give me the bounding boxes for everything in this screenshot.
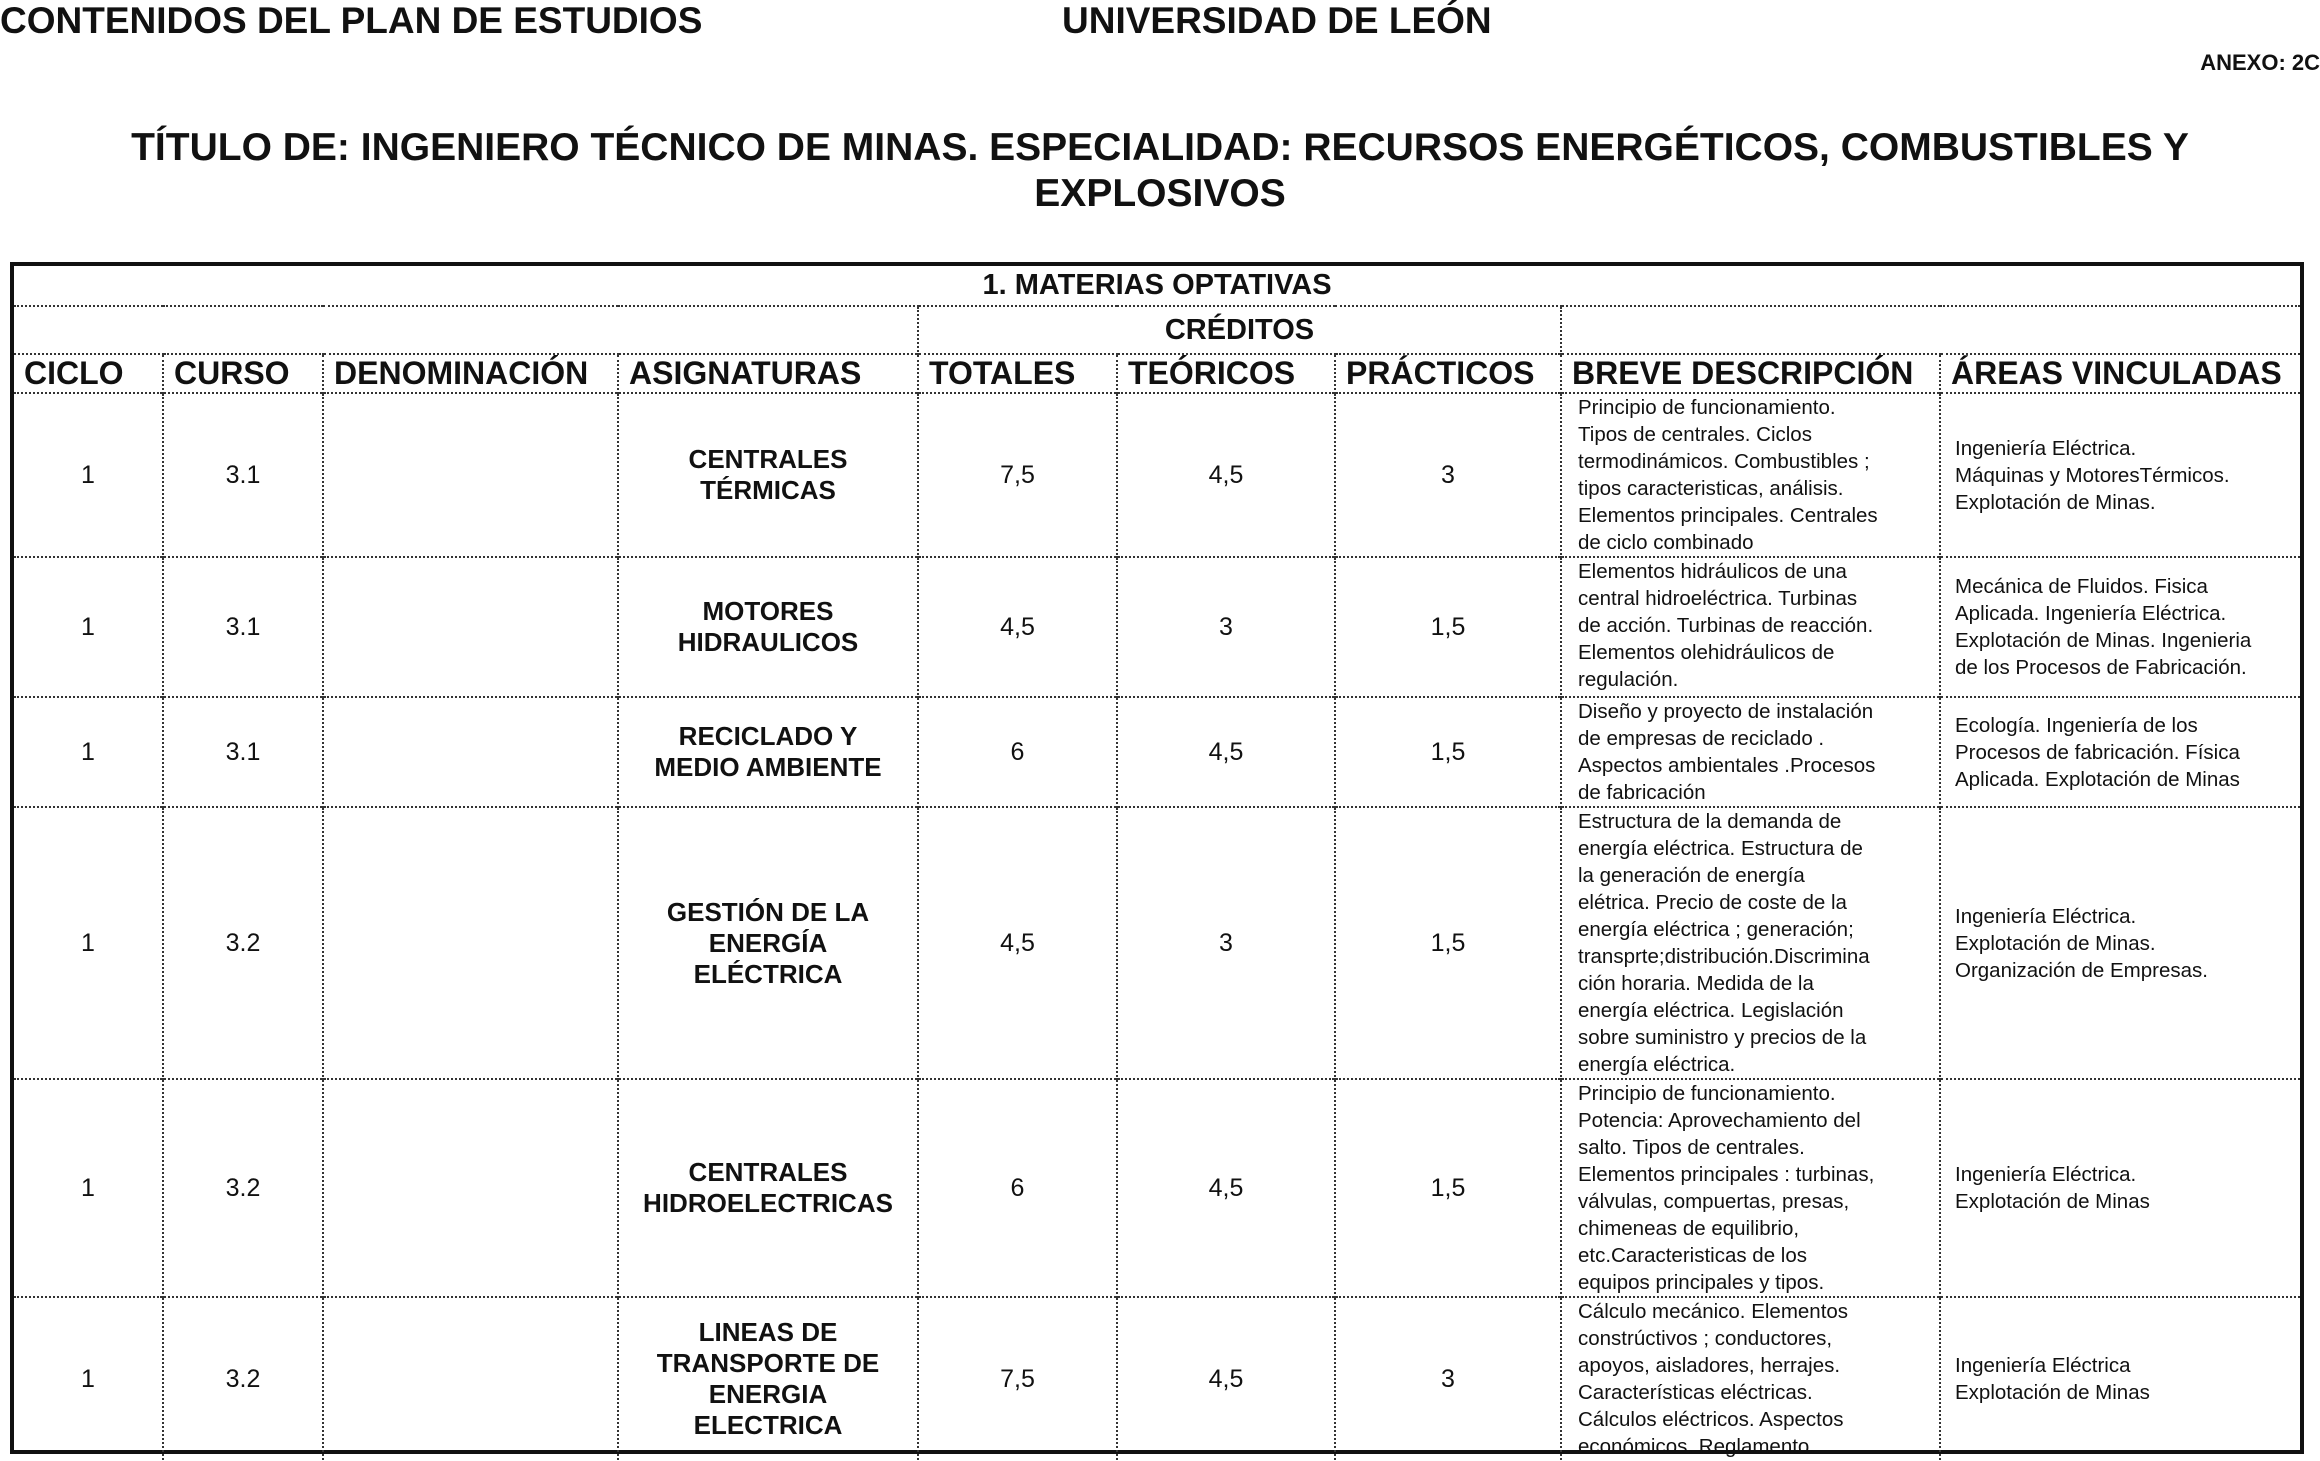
cell-curso: 3.2 [163,1297,323,1460]
asignatura-line: ENERGÍA [708,927,828,958]
descripcion-line: Elementos principales : turbinas, [1578,1163,1875,1186]
cell-ciclo: 1 [14,807,163,1079]
cell-practicos: 1,5 [1335,557,1561,697]
area-line: Procesos de fabricación. Física [1955,740,2240,764]
cell-totales: 6 [918,1079,1117,1297]
cell-areas [1940,807,2300,1079]
cell-curso: 3.2 [163,1079,323,1297]
area-line: Ingeniería Eléctrica. [1955,436,2137,460]
col-header-practicos: PRÁCTICOS [1335,354,1561,393]
descripcion-line: central hidroeléctrica. Turbinas [1578,587,1858,610]
cell-denominacion [323,557,618,697]
cell-teoricos: 4,5 [1117,1297,1335,1460]
table-row [14,1297,2300,1460]
descripcion-line: ción horaria. Medida de la [1578,972,1814,995]
cell-asignatura [618,557,918,697]
cell-curso: 3.1 [163,557,323,697]
asignatura-line: GESTIÓN DE LA [666,896,870,927]
cell-asignatura [618,1297,918,1460]
cell-curso: 3.2 [163,807,323,1079]
col-header-denominacion: DENOMINACIÓN [323,354,618,393]
cell-ciclo: 1 [14,557,163,697]
cell-practicos: 3 [1335,393,1561,557]
cell-denominacion [323,807,618,1079]
asignatura-line: CENTRALES [688,444,848,474]
asignatura-line: CENTRALES [688,1157,848,1187]
section-title: 1. MATERIAS OPTATIVAS [982,269,1332,301]
cell-totales: 6 [918,697,1117,807]
descripcion-line: de empresas de reciclado . [1578,727,1825,750]
asignatura-line: LINEAS DE [698,1317,838,1347]
cell-descripcion [1561,697,1940,807]
table-row [14,1079,2300,1297]
cell-asignatura [618,807,918,1079]
descripcion-line: transprte;distribución.Discrimina [1578,945,1870,968]
table-row [14,697,2300,807]
asignatura-line: MEDIO AMBIENTE [654,752,882,782]
cell-asignatura [618,393,918,557]
cell-areas [1940,393,2300,557]
col-header-curso: CURSO [163,354,323,393]
descripcion-line: termodinámicos. Combustibles ; [1578,450,1870,473]
descripcion-line: constrúctivos ; conductores, [1578,1327,1833,1350]
cell-totales: 7,5 [918,393,1117,557]
descripcion-line: energía eléctrica. [1578,1053,1736,1076]
header-annex: ANEXO: 2C [2200,50,2320,75]
document-title-line-2: EXPLOSIVOS [1034,172,1286,215]
document-title-line-1: TÍTULO DE: INGENIERO TÉCNICO DE MINAS. ESPECIALIDAD: RECURSOS ENERGÉTICOS, COMBUSTIBLES Y [131,126,2189,169]
area-line: Ingeniería Eléctrica [1955,1354,2131,1377]
descripcion-line: Elementos hidráulicos de una [1578,560,1847,583]
cell-denominacion [323,1079,618,1297]
cell-areas [1940,1297,2300,1460]
asignatura-line: ELÉCTRICA [693,958,843,989]
descripcion-line: de fabricación [1578,781,1706,804]
asignatura-line: ELECTRICA [693,1410,843,1440]
cell-teoricos: 3 [1117,807,1335,1079]
asignatura-line: HIDROELECTRICAS [643,1188,893,1218]
area-line: Explotación de Minas. [1955,931,2156,955]
descripcion-line: salto. Tipos de centrales. [1578,1136,1805,1159]
area-line: Mecánica de Fluidos. Fisica [1955,575,2208,598]
credits-row-spacer [14,306,918,354]
cell-totales: 4,5 [918,807,1117,1079]
descripcion-line: Cálculo mecánico. Elementos [1578,1300,1849,1323]
asignatura-line: TÉRMICAS [700,475,836,505]
area-line: Aplicada. Explotación de Minas [1955,767,2240,791]
cell-ciclo: 1 [14,1297,163,1460]
cell-teoricos: 4,5 [1117,697,1335,807]
cell-areas [1940,1079,2300,1297]
descripcion-line: Principio de funcionamiento. [1578,1082,1836,1105]
col-header-asignaturas: ASIGNATURAS [618,354,918,393]
descripcion-line: apoyos, aisladores, herrajes. [1578,1354,1841,1377]
area-line: Explotación de Minas [1955,1381,2150,1404]
col-header-totales: TOTALES [918,354,1117,393]
asignatura-line: MOTORES [702,596,834,626]
col-header-areas: ÁREAS VINCULADAS [1940,354,2300,393]
cell-denominacion [323,697,618,807]
descripcion-line: Cálculos eléctricos. Aspectos [1578,1408,1844,1431]
descripcion-line: Principio de funcionamiento. [1578,396,1836,419]
descripcion-line: equipos principales y tipos. [1578,1271,1825,1294]
asignatura-line: ENERGIA [708,1379,828,1409]
descripcion-line: Elementos olehidráulicos de [1578,641,1835,664]
study-plan-table [14,266,2300,1460]
descripcion-line: Elementos principales. Centrales [1578,504,1878,527]
cell-practicos: 1,5 [1335,697,1561,807]
col-header-descripcion: BREVE DESCRIPCIÓN [1561,354,1940,393]
area-line: Aplicada. Ingeniería Eléctrica. [1955,602,2227,625]
table-row [14,807,2300,1079]
area-line: de los Procesos de Fabricación. [1955,656,2247,679]
area-line: Máquinas y MotoresTérmicos. [1955,463,2230,487]
descripcion-line: energía eléctrica. Legislación [1578,999,1844,1022]
cell-ciclo: 1 [14,393,163,557]
table-row [14,393,2300,557]
cell-totales: 7,5 [918,1297,1117,1460]
descripcion-line: sobre suministro y precios de la [1578,1026,1867,1049]
cell-asignatura [618,1079,918,1297]
descripcion-line: Diseño y proyecto de instalación [1578,700,1874,723]
document-title [0,125,2320,217]
area-line: Explotación de Minas [1955,1190,2150,1213]
cell-descripcion [1561,807,1940,1079]
table-body [14,393,2300,1460]
cell-areas [1940,697,2300,807]
descripcion-line: de acción. Turbinas de reacción. [1578,614,1874,637]
cell-descripcion [1561,557,1940,697]
cell-teoricos: 4,5 [1117,1079,1335,1297]
area-line: Organización de Empresas. [1955,958,2208,982]
descripcion-line: Aspectos ambientales .Procesos [1578,754,1876,777]
area-line: Ingeniería Eléctrica. [1955,1163,2137,1186]
credits-group-header: CRÉDITOS [918,306,1561,354]
asignatura-line: TRANSPORTE DE [656,1348,880,1378]
table-row [14,557,2300,697]
descripcion-line: chimeneas de equilibrio, [1578,1217,1800,1240]
area-line: Explotación de Minas. Ingenieria [1955,629,2252,652]
col-header-ciclo: CICLO [14,354,163,393]
cell-denominacion [323,393,618,557]
study-plan-table-frame [10,262,2304,1458]
descripcion-line: Estructura de la demanda de [1578,810,1842,833]
header-university: UNIVERSIDAD DE LEÓN [1062,0,1492,41]
cell-areas [1940,557,2300,697]
descripcion-line: válvulas, compuertas, presas, [1578,1190,1850,1213]
descripcion-line: Tipos de centrales. Ciclos [1578,423,1812,446]
cell-practicos: 3 [1335,1297,1561,1460]
header-plan-title: CONTENIDOS DEL PLAN DE ESTUDIOS [0,0,703,41]
cell-asignatura [618,697,918,807]
credits-row-spacer-right [1561,306,2300,354]
descripcion-line: Características eléctricas. [1578,1381,1813,1404]
descripcion-line: energía eléctrica ; generación; [1578,918,1854,941]
cell-curso: 3.1 [163,393,323,557]
descripcion-line: de ciclo combinado [1578,531,1754,554]
descripcion-line: regulación. [1578,668,1679,691]
cell-curso: 3.1 [163,697,323,807]
cell-practicos: 1,5 [1335,807,1561,1079]
cell-ciclo: 1 [14,697,163,807]
descripcion-line: etc.Caracteristicas de los [1578,1244,1808,1267]
area-line: Explotación de Minas. [1955,490,2156,514]
cell-descripcion [1561,1297,1940,1460]
descripcion-line: energía eléctrica. Estructura de [1578,837,1863,860]
cell-teoricos: 3 [1117,557,1335,697]
descripcion-line: Potencia: Aprovechamiento del [1578,1109,1861,1132]
area-line: Ecología. Ingeniería de los [1955,713,2198,737]
cell-totales: 4,5 [918,557,1117,697]
asignatura-line: RECICLADO Y [678,721,858,751]
cell-denominacion [323,1297,618,1460]
cell-practicos: 1,5 [1335,1079,1561,1297]
descripcion-line: elétrica. Precio de coste de la [1578,891,1847,914]
asignatura-line: HIDRAULICOS [677,627,859,657]
descripcion-line: tipos caracteristicas, análisis. [1578,477,1844,500]
descripcion-line: la generación de energía [1578,864,1805,887]
cell-teoricos: 4,5 [1117,393,1335,557]
cell-descripcion [1561,393,1940,557]
col-header-teoricos: TEÓRICOS [1117,354,1335,393]
cell-ciclo: 1 [14,1079,163,1297]
descripcion-line: económicos. Reglamento. [1578,1435,1816,1458]
cell-descripcion [1561,1079,1940,1297]
area-line: Ingeniería Eléctrica. [1955,904,2137,928]
